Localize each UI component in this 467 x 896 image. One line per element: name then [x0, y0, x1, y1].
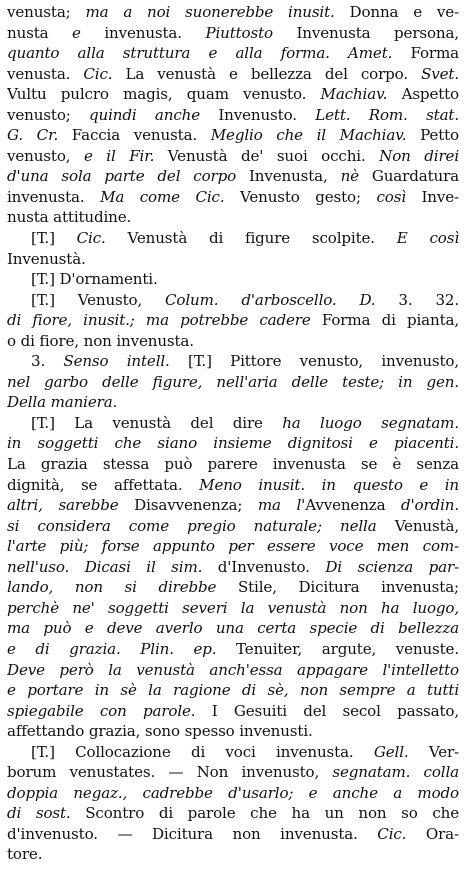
italic-text: Cic. [377, 824, 407, 843]
italic-text: Meglio che il Machiav. [210, 126, 407, 145]
italic-text: doppia negaz., cadrebbe d'usarlo; e anche a modo [7, 783, 459, 802]
text-line [7, 660, 459, 681]
italic-text: Machiav. [320, 85, 388, 104]
roman-text: La venustà e bellezza del corpo. [112, 64, 422, 83]
roman-text: Ora- [406, 824, 459, 843]
italic-text: segnatam. colla [332, 763, 459, 782]
italic-text: Piuttosto [205, 23, 273, 42]
roman-text: Forma [392, 44, 459, 63]
roman-text: [T.] D'ornamenti. [31, 270, 158, 289]
roman-text: borum venustates. — Non invenusto, [7, 763, 333, 782]
roman-text: Petto [406, 126, 459, 145]
italic-text: ma può e deve averlo una certa specie di bellezza [7, 619, 459, 638]
italic-text: Cic. [83, 64, 113, 83]
text-line [7, 454, 459, 475]
text-line [7, 413, 459, 434]
roman-text: d'Invenusto. [202, 557, 326, 576]
roman-text: Invenusta persona, [272, 23, 459, 42]
italic-text: Deve però la venustà anch'essa appagare l'intelletto [7, 660, 459, 679]
italic-text: e di grazia. Plin. ep. [7, 639, 217, 658]
roman-text: d'invenusto. — Dicitura non invenusta. [7, 824, 378, 843]
roman-text: venusto, [7, 146, 84, 165]
italic-text: di fiore, inusit.; ma potrebbe cadere [7, 311, 311, 330]
italic-text: quindi anche [89, 105, 201, 124]
text-line [7, 536, 459, 557]
text-line [7, 680, 459, 701]
text-line [7, 228, 459, 249]
roman-text: nusta [7, 23, 73, 42]
italic-text: perchè ne' soggetti severi la venustà non ha luogo, [7, 598, 459, 617]
italic-text: Cic. [76, 229, 106, 248]
roman-text: La grazia stessa può parere invenusta se è senza [7, 455, 459, 474]
roman-text: Venustà de' suoi occhi. [154, 146, 380, 165]
roman-text: Aspetto [387, 85, 459, 104]
roman-text: Stile, Dicitura invenusta; [216, 578, 459, 597]
roman-text: Avvenenza [305, 496, 402, 515]
text-line [7, 598, 459, 619]
text-line [7, 310, 459, 331]
roman-text: Forma di pianta, [310, 311, 459, 330]
text-line [7, 64, 459, 85]
text-line [7, 105, 459, 126]
text-line [7, 783, 459, 804]
text-line [7, 351, 459, 372]
text-line [7, 824, 459, 845]
roman-text: o di fiore, non invenusta. [7, 331, 194, 350]
roman-text: [T.] Pittore venusto, invenusto, [169, 352, 459, 371]
roman-text: Guardatura [358, 167, 459, 186]
italic-text: Della maniera. [7, 393, 118, 412]
roman-text: 3. [31, 352, 64, 371]
italic-text: così [376, 187, 406, 206]
text-line [7, 721, 459, 742]
roman-text: I Gesuiti del secol passato, [195, 701, 459, 720]
italic-text: si considera come pregio naturale; nella [7, 516, 377, 535]
roman-text: Invenustà. [7, 249, 86, 268]
italic-text: d'una sola parte del corpo [7, 167, 237, 186]
roman-text: Invenusta, [236, 167, 341, 186]
italic-text: d'ordin. [401, 496, 459, 515]
roman-text: Venustà di figure scolpite. [105, 229, 397, 248]
roman-text: invenusta. [7, 187, 101, 206]
text-line [7, 495, 459, 516]
roman-text: Ver- [408, 742, 459, 761]
text-line [7, 43, 459, 64]
italic-text: lando, non si direbbe [7, 578, 217, 597]
italic-text: Gell. [373, 742, 409, 761]
text-line [7, 372, 459, 393]
roman-text: Inve- [405, 187, 459, 206]
text-line [7, 577, 459, 598]
text-line [7, 557, 459, 578]
italic-text: e [72, 23, 81, 42]
italic-text: e il Fir. [83, 146, 155, 165]
roman-text: Faccia venusta. [58, 126, 211, 145]
text-line [7, 392, 459, 413]
text-line [7, 146, 459, 167]
text-line [7, 290, 459, 311]
text-line [7, 249, 459, 270]
text-line [7, 23, 459, 44]
roman-text: venusta; [7, 3, 86, 21]
italic-text: ma a noi suonerebbe inusit. [85, 3, 335, 21]
italic-text: Svet. [421, 64, 459, 83]
text-line [7, 475, 459, 496]
italic-text: Ma come Cic. [100, 187, 225, 206]
roman-text: invenusta. [80, 23, 206, 42]
italic-text: di sost. [7, 804, 71, 823]
roman-text: Vultu pulcro magis, quam venusto. [7, 85, 321, 104]
roman-text: Venustà, [376, 516, 459, 535]
roman-text: [T.] Venusto, [31, 290, 166, 309]
text-line [7, 762, 459, 783]
italic-text: in soggetti che siano insieme dignitosi e piacenti. [7, 434, 459, 453]
italic-text: nel garbo delle figure, nell'aria delle teste; in gen. [7, 372, 459, 391]
italic-text: Di scienza par- [325, 557, 459, 576]
text-line [7, 701, 459, 722]
text-line [7, 803, 459, 824]
roman-text: Scontro di parole che ha un non so che [70, 804, 459, 823]
italic-text: l'arte più; forse appunto per essere voce men com- [7, 537, 459, 556]
italic-text: spiegabile con parole. [7, 701, 196, 720]
text-line [7, 516, 459, 537]
roman-text: venusto; [7, 105, 90, 124]
italic-text: E così [396, 229, 459, 248]
text-line [7, 2, 459, 23]
roman-text: nusta attitudine. [7, 208, 132, 227]
text-line [7, 84, 459, 105]
roman-text: dignità, se affettata. [7, 475, 200, 494]
roman-text: tore. [7, 845, 43, 864]
italic-text: G. Cr. [7, 126, 59, 145]
roman-text: Donna e ve- [334, 3, 459, 21]
italic-text: ha luogo segnatam. [282, 413, 459, 432]
roman-text: Invenusto. [200, 105, 316, 124]
text-line [7, 742, 459, 763]
text-line [7, 618, 459, 639]
text-line [7, 166, 459, 187]
roman-text: Disavvenenza; [118, 496, 258, 515]
text-line [7, 331, 459, 352]
roman-text: Tenuiter, argute, venuste. [216, 639, 459, 658]
roman-text: Venusto gesto; [224, 187, 377, 206]
roman-text: venusta. [7, 64, 84, 83]
text-line [7, 207, 459, 228]
italic-text: Lett. Rom. stat. [315, 105, 459, 124]
roman-text: [T.] Collocazione di voci invenusta. [31, 742, 374, 761]
italic-text: nell'uso. Dicasi il sim. [7, 557, 203, 576]
italic-text: Meno inusit. in questo e in [199, 475, 459, 494]
roman-text: 3. 32. [375, 290, 459, 309]
italic-text: ma l' [257, 496, 306, 515]
roman-text: [T.] [31, 229, 77, 248]
italic-text: Non direi [379, 146, 459, 165]
text-line [7, 269, 459, 290]
italic-text: altri, sarebbe [7, 496, 119, 515]
text-line [7, 433, 459, 454]
italic-text: Colum. d'arboscello. D. [165, 290, 376, 309]
italic-text: e portare in sè la ragione di sè, non sempre a tutti [7, 681, 459, 700]
text-line [7, 639, 459, 660]
text-line [7, 187, 459, 208]
text-line [7, 125, 459, 146]
italic-text: Senso intell. [63, 352, 170, 371]
roman-text: affettando grazia, sono spesso invenusti. [7, 722, 313, 741]
italic-text: nè [340, 167, 359, 186]
text-line [7, 844, 459, 865]
roman-text: [T.] La venustà del dire [31, 413, 283, 432]
italic-text: quanto alla struttura e alla forma. Amet. [7, 44, 393, 63]
